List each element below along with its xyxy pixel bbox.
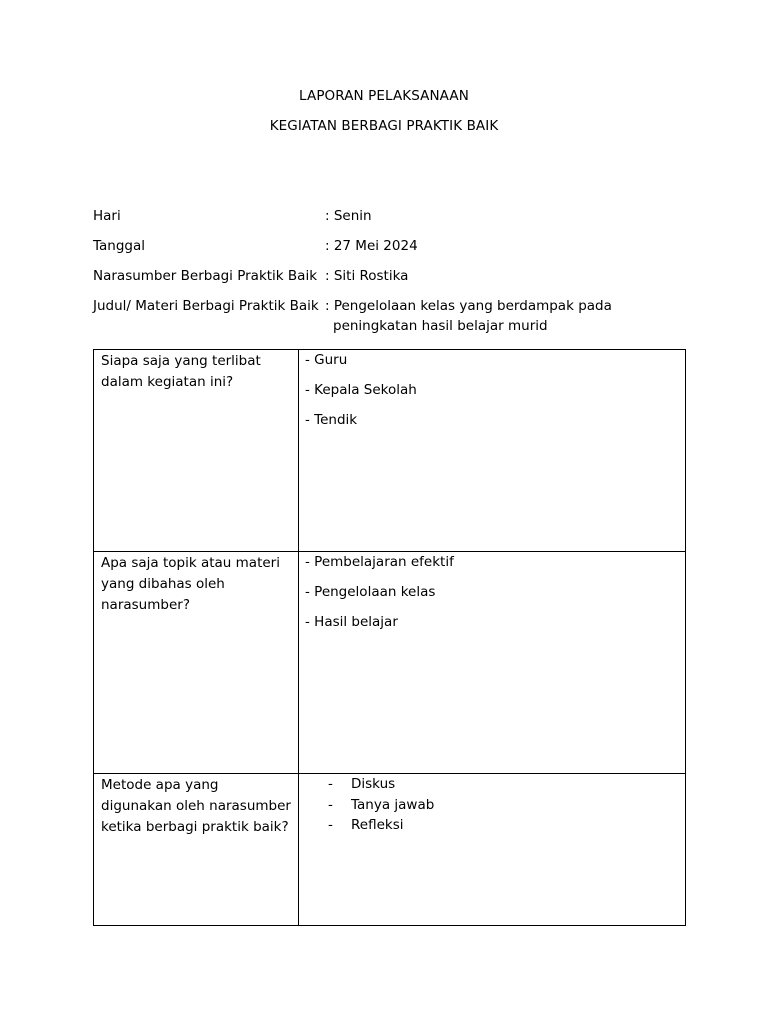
answer-item: - Hasil belajar <box>305 613 398 630</box>
answer-item: - Guru <box>305 352 348 368</box>
question-cell: Apa saja topik atau materi yang dibahas oleh narasumber? <box>94 551 299 774</box>
question-cell: Metode apa yang digunakan oleh narasumber ketika berbagi praktik baik? <box>94 774 299 926</box>
method-list <box>305 774 679 836</box>
table-row <box>94 551 686 774</box>
info-value: : Siti Rostika <box>325 268 409 284</box>
answer-item: - Tendik <box>305 412 358 428</box>
answer-cell <box>299 551 686 774</box>
answer-cell <box>299 774 686 926</box>
answer-item: - Kepala Sekolah <box>305 382 417 398</box>
info-label: Judul/ Materi Berbagi Praktik Baik <box>93 298 319 314</box>
list-item <box>305 774 679 795</box>
question-cell: Siapa saja yang terlibat dalam kegiatan ini? <box>94 350 299 552</box>
info-value: : 27 Mei 2024 <box>325 238 418 254</box>
table-row <box>94 350 686 552</box>
table-row <box>94 774 686 926</box>
info-label: Hari <box>93 208 121 224</box>
info-value: : Senin <box>325 208 372 224</box>
list-item <box>305 815 679 836</box>
activity-table <box>93 349 686 926</box>
info-value-continued: peningkatan hasil belajar murid <box>333 318 548 334</box>
list-dash: - <box>328 817 333 834</box>
list-dash: - <box>328 776 333 793</box>
list-item-text: Tanya jawab <box>351 796 435 813</box>
report-title: LAPORAN PELAKSANAAN <box>299 88 469 104</box>
info-label: Narasumber Berbagi Praktik Baik <box>93 268 318 284</box>
answer-item: - Pembelajaran efektif <box>305 553 454 570</box>
list-item-text: Refleksi <box>351 817 404 834</box>
answer-cell <box>299 350 686 552</box>
report-subtitle: KEGIATAN BERBAGI PRAKTIK BAIK <box>269 118 499 134</box>
info-label: Tanggal <box>93 238 146 254</box>
info-value: : Pengelolaan kelas yang berdampak pada <box>325 298 612 314</box>
list-dash: - <box>328 796 333 813</box>
list-item-text: Diskus <box>351 776 396 793</box>
answer-item: - Pengelolaan kelas <box>305 583 436 600</box>
list-item <box>305 795 679 816</box>
